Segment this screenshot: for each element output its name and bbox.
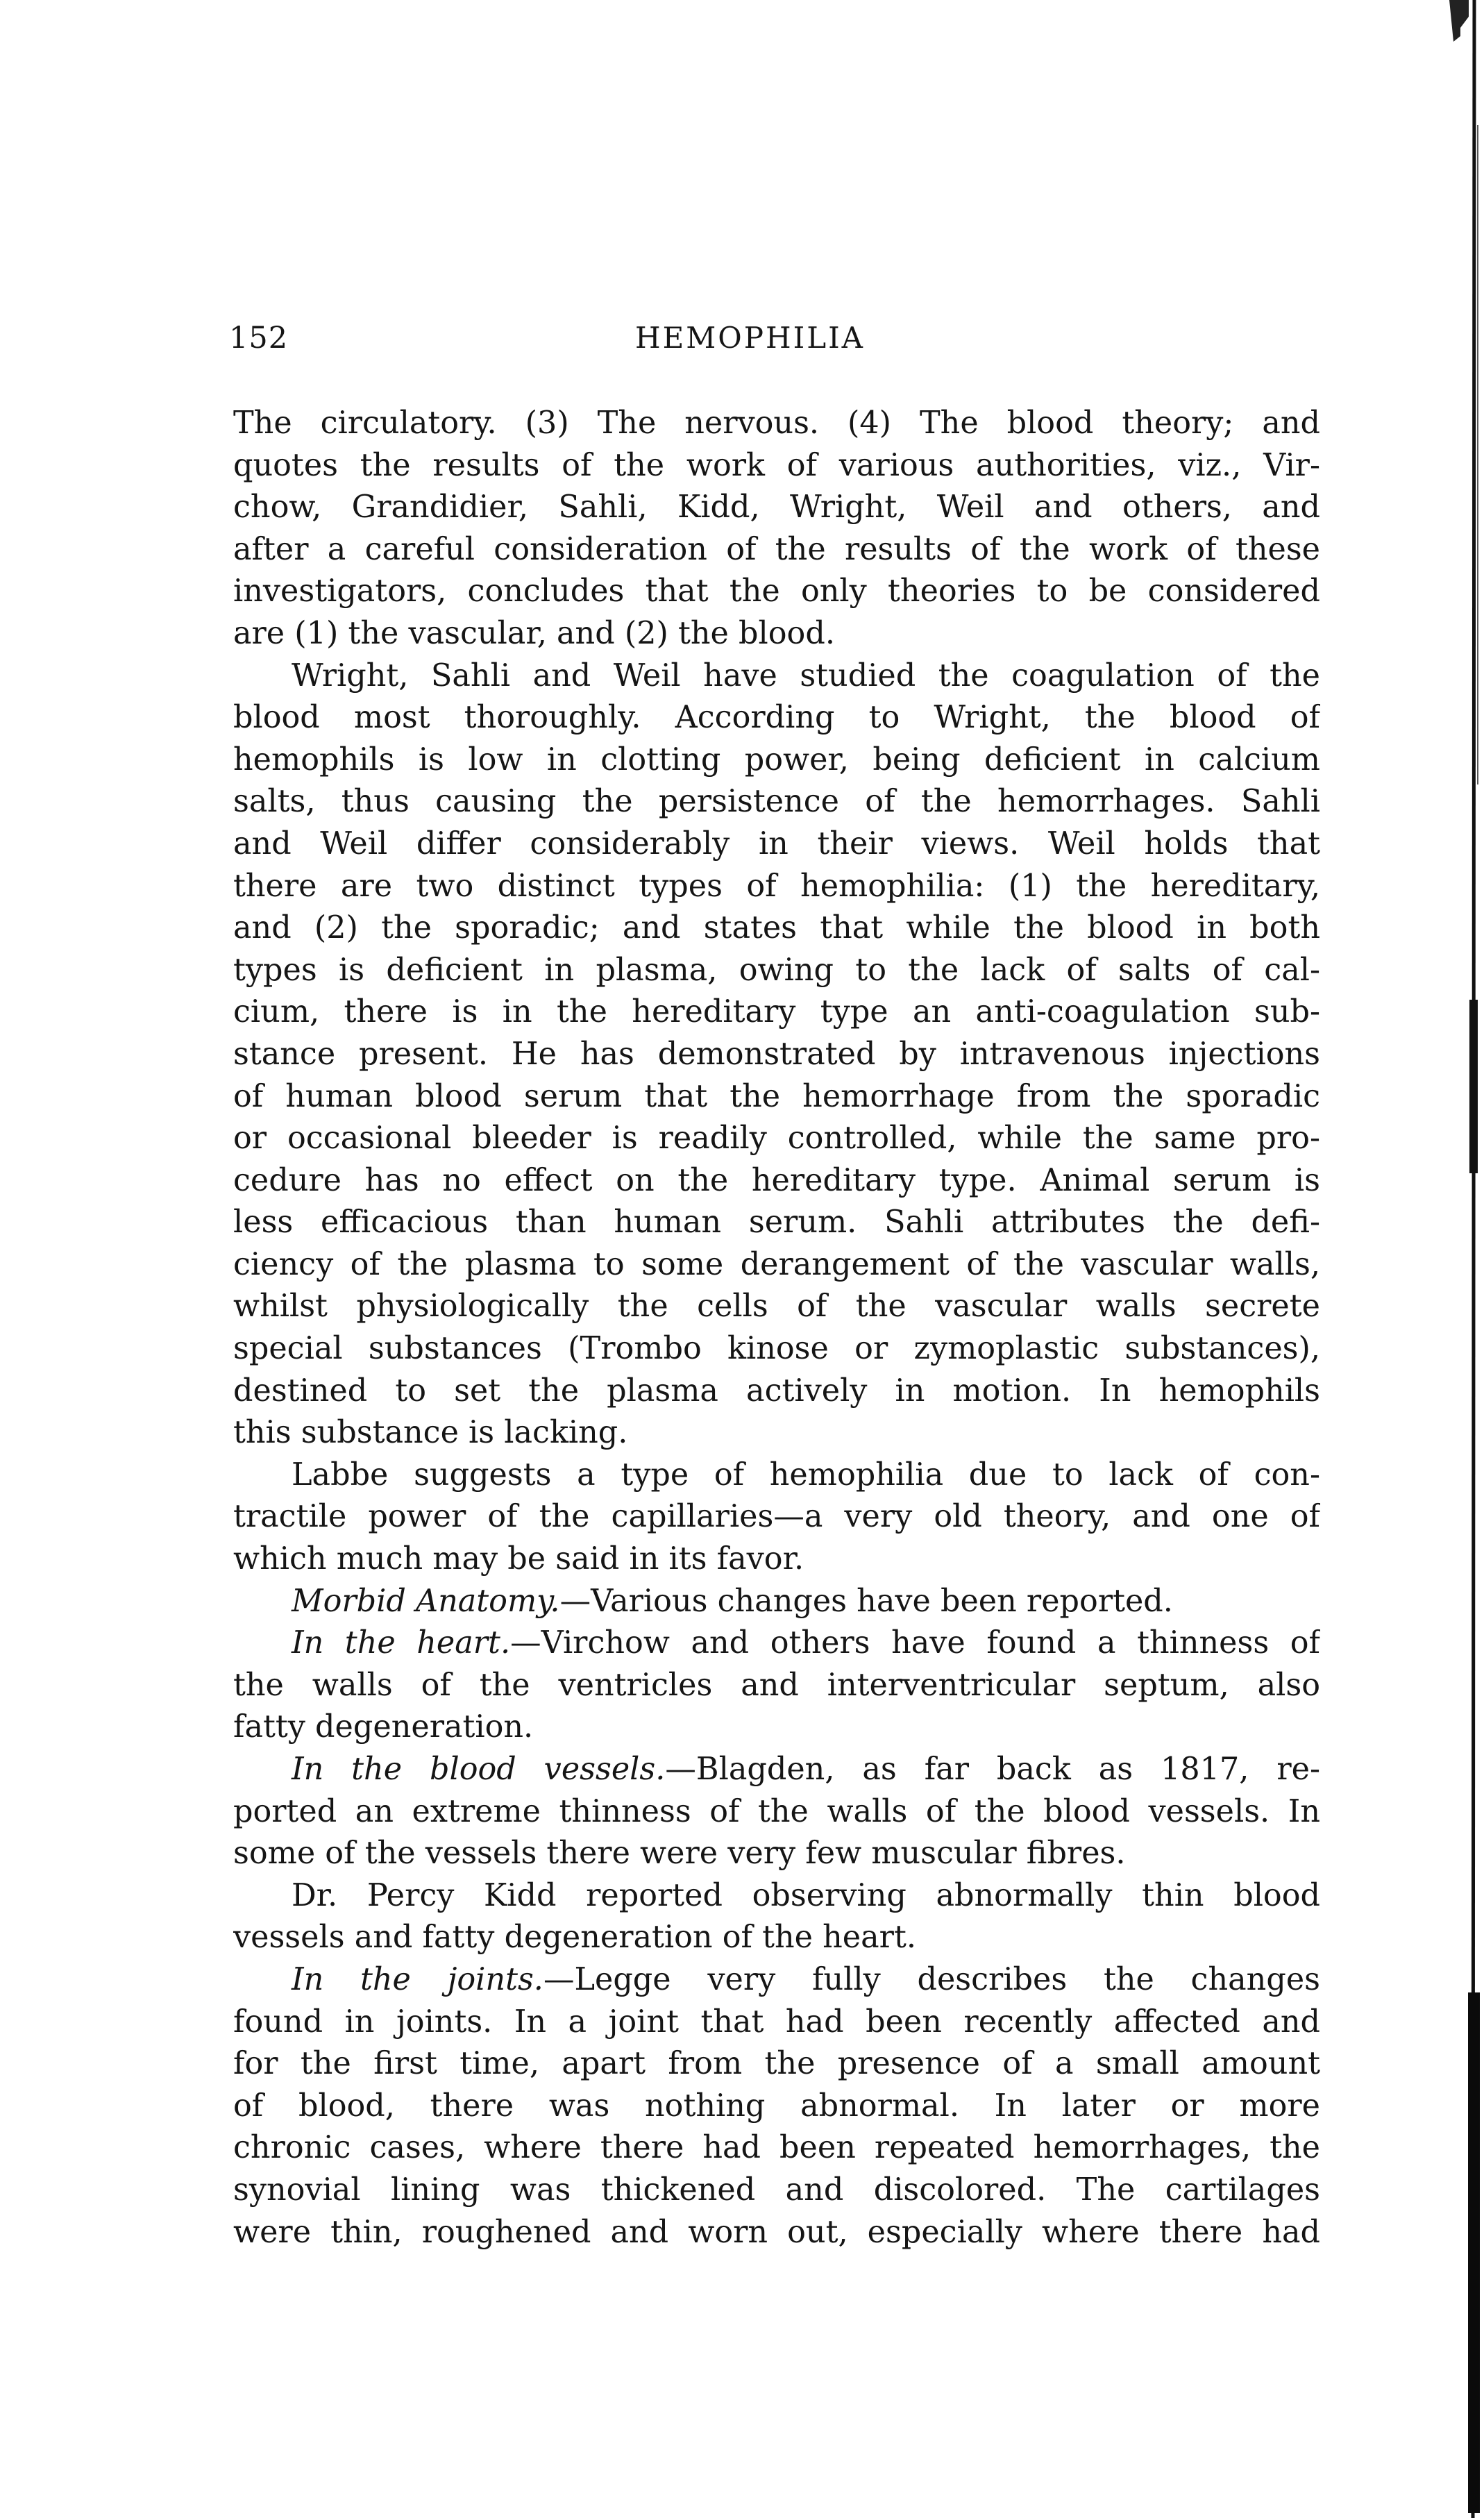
text-line [233,1622,1320,1665]
text-line: Labbe suggests a type of hemophilia due to lack of con- [292,1457,1320,1493]
text-line: less efficacious than human serum. Sahli attributes the defi- [233,1205,1320,1241]
text-line: blood most thoroughly. According to Wright, the blood of [233,700,1320,736]
text-line [233,1581,1320,1623]
text-line [233,1959,1320,2001]
text-line: Wright, Sahli and Weil have studied the coagulation of the [292,657,1320,694]
text-line: which much may be said in its favor. [233,1541,804,1577]
text-line: were thin, roughened and worn out, especially where there had [233,2214,1320,2250]
running-head [229,321,1326,369]
text-line: ported an extreme thinness of the walls of the blood vessels. In [233,1793,1320,1829]
page-number: 152 [229,321,289,355]
text-line: there are two distinct types of hemophilia: (1) the hereditary, [233,868,1320,904]
text-line: salts, thus causing the persistence of the hemorrhages. Sahli [233,784,1320,820]
text-line: cedure has no effect on the hereditary type. Animal serum is [233,1162,1320,1198]
text-line: synovial lining was thickened and discolored. The cartilages [233,2172,1320,2208]
text-line: some of the vessels there were very few muscular fibres. [233,1836,1126,1872]
text-line: whilst physiologically the cells of the vascular walls secrete [233,1289,1320,1325]
section-heading-morbid-anatomy: Morbid Anatomy. [292,1583,560,1619]
section-heading-joints: In the joints. [292,1961,543,1997]
text-line: found in joints. In a joint that had been recently affected and [233,2004,1320,2040]
text-line: of human blood serum that the hemorrhage from the sporadic [233,1078,1320,1114]
text-line: and (2) the sporadic; and states that while the blood in both [233,910,1320,946]
body-text [233,403,1320,2253]
text-line: chow, Grandidier, Sahli, Kidd, Wright, Weil and others, and [233,489,1320,526]
text-run: —Various changes have been reported. [559,1583,1173,1619]
text-line: investigators, concludes that the only theories to be considered [233,573,1320,610]
text-run: —Blagden, as far back as 1817, re- [665,1752,1320,1787]
text-line: this substance is lacking. [233,1415,628,1451]
running-title: HEMOPHILIA [635,321,866,355]
text-line: fatty degeneration. [233,1709,534,1745]
text-line: destined to set the plasma actively in motion. In hemophils [233,1373,1320,1409]
text-line: The circulatory. (3) The nervous. (4) The blood theory; and [233,405,1320,441]
section-heading-blood-vessels: In the blood vessels. [292,1752,666,1787]
text-line: tractile power of the capillaries—a very old theory, and one of [233,1499,1320,1535]
text-line: hemophils is low in clotting power, being deficient in calcium [233,741,1320,778]
text-line: cium, there is in the hereditary type an anti-coagulation sub- [233,994,1320,1030]
text-line: and Weil differ considerably in their views. Weil holds that [233,825,1320,862]
text-line: special substances (Trombo kinose or zymoplastic substances), [233,1331,1320,1367]
text-line: chronic cases, where there had been repeated hemorrhages, the [233,2130,1320,2166]
text-line: of blood, there was nothing abnormal. In later or more [233,2088,1320,2124]
text-line: vessels and fatty degeneration of the heart. [233,1920,916,1956]
text-run: —Legge very fully describes the changes [543,1961,1320,1997]
section-heading-heart: In the heart. [292,1625,511,1661]
text-run: —Virchow and others have found a thinness of [510,1625,1320,1661]
text-line: the walls of the ventricles and interventricular septum, also [233,1667,1320,1703]
text-line: types is deficient in plasma, owing to the lack of salts of cal- [233,952,1320,988]
text-line: ciency of the plasma to some derangement of the vascular walls, [233,1246,1320,1282]
text-line: are (1) the vascular, and (2) the blood. [233,615,835,651]
text-line: Dr. Percy Kidd reported observing abnormally thin blood [292,1877,1320,1913]
text-line: or occasional bleeder is readily controlled, while the same pro- [233,1120,1320,1157]
text-line: for the first time, apart from the presence of a small amount [233,2046,1320,2082]
text-line: quotes the results of the work of various authorities, viz., Vir- [233,447,1320,483]
text-line: stance present. He has demonstrated by intravenous injections [233,1036,1320,1072]
text-line [233,1749,1320,1791]
text-line: after a careful consideration of the results of the work of these [233,531,1320,567]
